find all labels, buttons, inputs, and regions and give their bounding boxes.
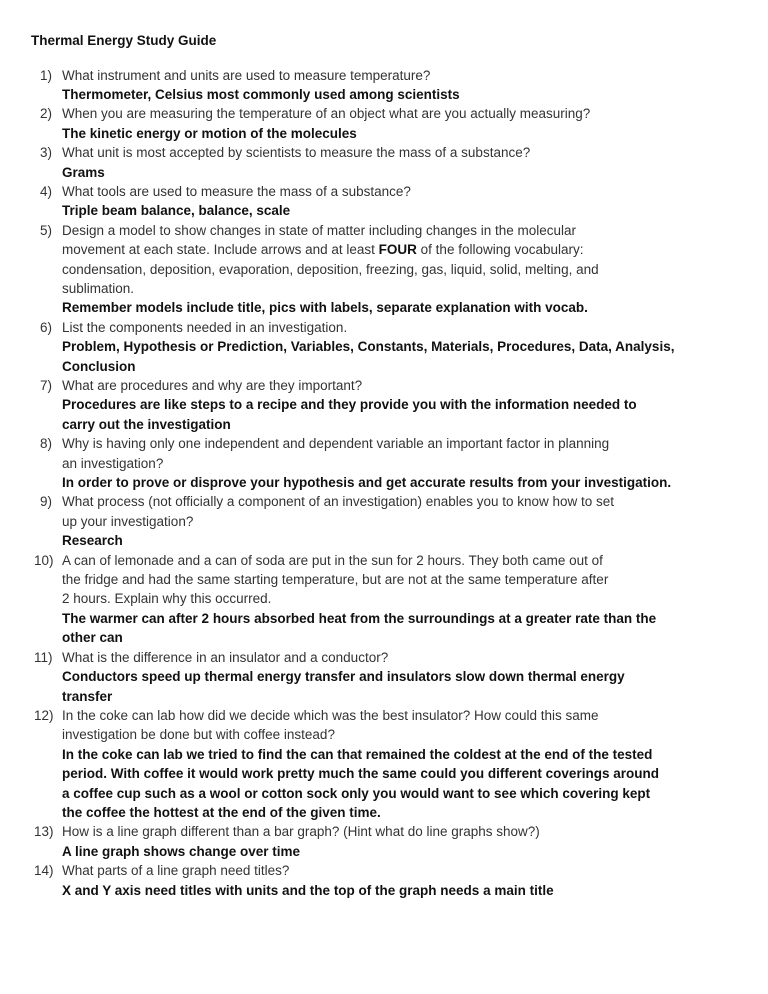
answer-text: Conclusion [62, 358, 136, 374]
question-item [0, 66, 768, 105]
question-item [0, 104, 768, 143]
question-text: Design a model to show changes in state of matter including changes in the molecular [62, 222, 577, 238]
question-item [0, 551, 768, 648]
question-text: up your investigation? [62, 513, 194, 529]
question-number: 9) [40, 494, 53, 510]
question-number: 8) [40, 436, 53, 452]
question-item [0, 143, 768, 182]
answer-text: The kinetic energy or motion of the molecules [62, 125, 357, 141]
question-text: What is the difference in an insulator and a conductor? [62, 649, 389, 665]
question-item [0, 318, 768, 376]
question-item [0, 434, 768, 492]
question-text: 2 hours. Explain why this occurred. [62, 591, 272, 607]
answer-text: The warmer can after 2 hours absorbed heat from the surroundings at a greater rate than the [62, 610, 657, 626]
question-text: What process (not officially a component of an investigation) enables you to know how to set [62, 494, 615, 510]
answer-text: transfer [62, 688, 113, 704]
answer-text: period. With coffee it would work pretty much the same could you different coverings around [62, 766, 659, 782]
answer-text: Procedures are like steps to a recipe and they provide you with the information needed to [62, 397, 637, 413]
question-number: 3) [40, 145, 53, 161]
question-number: 6) [40, 319, 53, 335]
question-text: an investigation? [62, 455, 164, 471]
question-number: 11) [34, 649, 53, 665]
question-item [0, 706, 768, 822]
question-text: the fridge and had the same starting temperature, but are not at the same temperature after [62, 572, 609, 588]
question-item [0, 182, 768, 221]
question-text: How is a line graph different than a bar graph? (Hint what do line graphs show?) [62, 824, 540, 840]
answer-text: Thermometer, Celsius most commonly used among scientists [62, 86, 460, 102]
answer-text: In the coke can lab we tried to find the can that remained the coldest at the end of the tested [62, 746, 653, 762]
question-text: When you are measuring the temperature of an object what are you actually measuring? [62, 106, 591, 122]
answer-text: Triple beam balance, balance, scale [62, 203, 291, 219]
page-title: Thermal Energy Study Guide [31, 33, 217, 48]
question-text: sublimation. [62, 280, 135, 296]
question-text: What unit is most accepted by scientists to measure the mass of a substance? [62, 145, 531, 161]
question-item [0, 822, 768, 861]
answer-text: the coffee the hottest at the end of the given time. [62, 804, 381, 820]
question-text: condensation, deposition, evaporation, deposition, freezing, gas, liquid, solid, melting, and [62, 261, 599, 277]
question-number: 12) [34, 707, 54, 723]
question-item [0, 648, 768, 706]
question-text: What instrument and units are used to measure temperature? [62, 67, 431, 83]
question-number: 13) [34, 824, 54, 840]
question-item [0, 221, 768, 318]
question-number: 1) [40, 67, 53, 83]
answer-text: a coffee cup such as a wool or cotton sock only you would want to see which covering kept [62, 785, 651, 801]
question-number: 14) [34, 863, 54, 879]
answer-text: Problem, Hypothesis or Prediction, Variables, Constants, Materials, Procedures, Data, Analysis, [62, 339, 675, 355]
question-text: What parts of a line graph need titles? [62, 863, 290, 879]
answer-text: Conductors speed up thermal energy transfer and insulators slow down thermal energy [62, 669, 625, 685]
question-item [0, 492, 768, 550]
question-text: A can of lemonade and a can of soda are put in the sun for 2 hours. They both came out of [62, 552, 603, 568]
question-text: Why is having only one independent and dependent variable an important factor in planning [62, 436, 610, 452]
emphasis-text: FOUR [378, 242, 417, 258]
question-number: 10) [34, 552, 54, 568]
question-text: investigation be done but with coffee instead? [62, 727, 335, 743]
question-number: 5) [40, 222, 53, 238]
question-text: What tools are used to measure the mass of a substance? [62, 183, 411, 199]
question-item [0, 861, 768, 900]
question-number: 4) [40, 183, 53, 199]
answer-text: carry out the investigation [62, 416, 231, 432]
question-text: List the components needed in an investigation. [62, 319, 348, 335]
answer-text: other can [62, 630, 123, 646]
question-number: 7) [40, 378, 53, 393]
question-list [0, 66, 768, 900]
answer-text: A line graph shows change over time [62, 843, 301, 859]
answer-text: In order to prove or disprove your hypothesis and get accurate results from your investigation. [62, 475, 672, 491]
question-text: What are procedures and why are they important? [62, 378, 363, 393]
question-item [0, 376, 768, 434]
question-text: movement at each state. Include arrows and at least FOUR of the following vocabulary: [62, 242, 584, 258]
question-text: In the coke can lab how did we decide which was the best insulator? How could this same [62, 707, 599, 723]
answer-text: X and Y axis need titles with units and the top of the graph needs a main title [62, 882, 554, 898]
answer-text: Research [62, 533, 123, 549]
answer-text: Remember models include title, pics with labels, separate explanation with vocab. [62, 300, 588, 316]
answer-text: Grams [62, 164, 105, 180]
question-number: 2) [40, 106, 53, 122]
